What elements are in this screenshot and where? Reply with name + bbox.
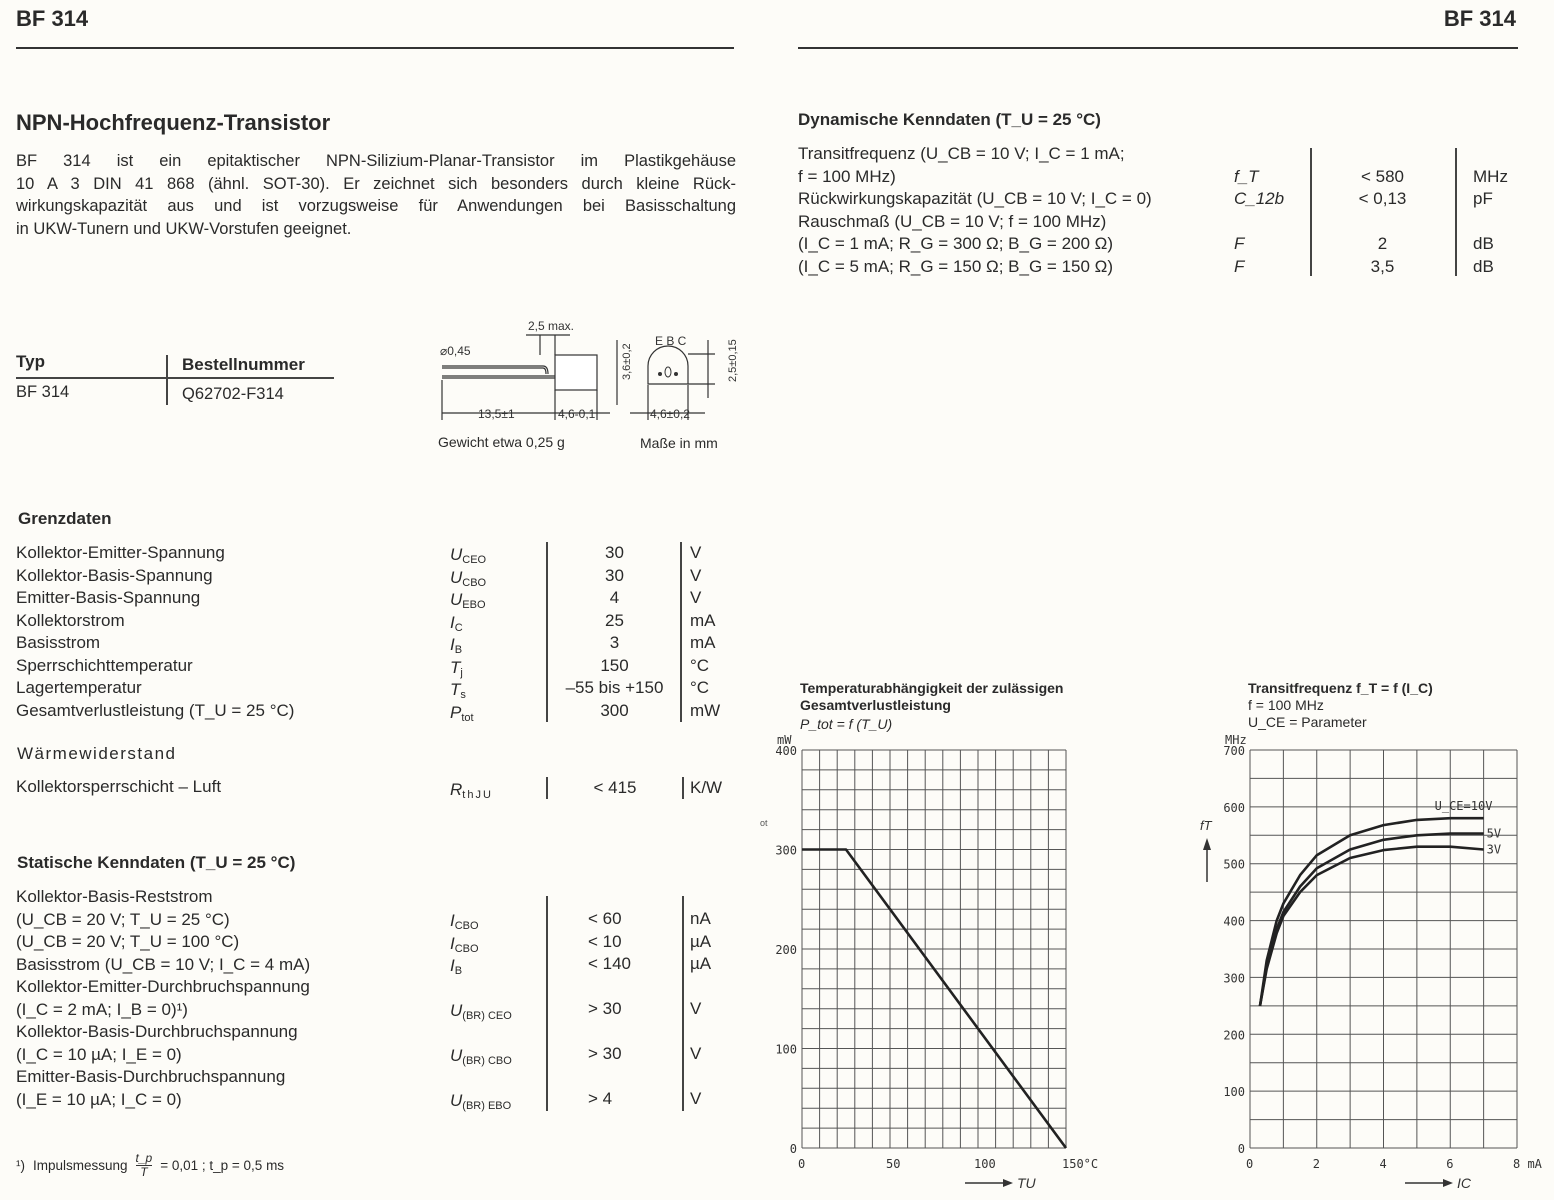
symbol-sub: B — [454, 644, 463, 656]
statisch-symbol — [450, 955, 462, 983]
intro-line: BF 314 ist ein epitaktischer NPN-Silizium-Planar-Transistor im Plastikgehäuse — [16, 152, 736, 170]
order-table-divider — [166, 355, 168, 405]
grenz-unit: °C — [690, 655, 710, 675]
fraction-denominator: T — [140, 1165, 148, 1179]
statisch-label-line: (U_CB = 20 V; T_U = 100 °C) — [16, 932, 240, 951]
dyn-unit: MHz — [1473, 166, 1508, 186]
footnote-text: Impulsmessung — [33, 1158, 128, 1173]
dyn-symbol: F — [1234, 256, 1245, 276]
symbol-sub: CBO — [454, 943, 479, 955]
x-tick-label: 0 — [1246, 1157, 1254, 1171]
y-tick-label: 400 — [775, 744, 797, 758]
grenz-label: Kollektor-Basis-Spannung — [16, 565, 213, 585]
symbol-main: P — [450, 702, 462, 722]
grenz-unit: mW — [690, 700, 721, 720]
waerme-unit: K/W — [690, 778, 723, 797]
order-number-value: Q62702-F314 — [182, 385, 284, 403]
footnote-fraction — [136, 1152, 153, 1179]
symbol-main: I — [450, 911, 455, 930]
statisch-value: < 10 — [588, 932, 622, 951]
symbol-sub: CBO — [462, 576, 487, 589]
header-rule-left — [16, 47, 734, 49]
x-tick-label: 8 mA — [1513, 1157, 1542, 1171]
waerme-divider-1 — [546, 777, 548, 799]
dim-diameter: 4,6±0,2 — [650, 407, 690, 421]
statisch-unit: µA — [690, 932, 712, 951]
statisch-value: < 60 — [588, 909, 622, 928]
dyn-symbol: F — [1234, 234, 1245, 253]
y-tick-label: 300 — [775, 843, 797, 858]
symbol-main: R — [450, 780, 463, 799]
dyn-divider-1 — [1310, 148, 1312, 276]
dim-body-max: 2,5 max. — [528, 319, 575, 333]
symbol-main: I — [450, 612, 455, 632]
stat-divider-2 — [682, 896, 684, 1111]
grenz-unit: mA — [690, 610, 716, 630]
grenz-label: Basisstrom — [16, 633, 101, 652]
symbol-sub: j — [460, 666, 463, 679]
chart1-title: Temperaturabhängigkeit der zulässigen Gesamtverlustleistung — [800, 680, 1064, 713]
symbol-sub: tot — [461, 711, 474, 724]
grenz-unit: mA — [690, 633, 716, 652]
dyn-unit: dB — [1473, 234, 1494, 253]
y-axis-label: fT — [1200, 818, 1212, 833]
dim-height: 3,6±0,2 — [621, 343, 633, 380]
statisch-value: > 4 — [588, 1089, 613, 1108]
chart-transit-frequency — [1195, 722, 1554, 1192]
chart1-subtitle: P_tot = f (T_U) — [800, 716, 893, 732]
dyn-symbol: C_12b — [1234, 189, 1285, 208]
statisch-title-text: Statische Kenndaten (T_U = 25 °C) — [17, 853, 296, 872]
footnote-mark: ¹) — [16, 1158, 25, 1173]
dim-body-width: 4,6-0,1 — [558, 407, 596, 421]
dyn-label: Rückwirkungskapazität (U_CB = 10 V; I_C = 0) — [798, 189, 1152, 208]
symbol-sub: CEO — [462, 554, 487, 566]
statisch-value: > 30 — [588, 999, 622, 1018]
product-title: NPN-Hochfrequenz-Transistor — [16, 110, 331, 135]
dyn-label: Transitfrequenz (U_CB = 10 V; I_C = 1 mA; — [798, 144, 1125, 163]
y-tick-label: 0 — [789, 1142, 797, 1156]
symbol-main: U — [450, 567, 463, 587]
page-header-right: BF 314 — [1443, 6, 1516, 31]
grenz-label: Kollektor-Emitter-Spannung — [16, 543, 225, 562]
symbol-sub: B — [454, 965, 463, 977]
grenz-value: 25 — [605, 610, 624, 630]
y-axis-label: ot — [760, 818, 768, 828]
header-rule-right — [798, 47, 1518, 49]
symbol-main: I — [450, 635, 455, 654]
x-axis-arrowhead — [1003, 1179, 1013, 1187]
fraction-numerator: t_p — [135, 1151, 153, 1165]
statisch-symbol — [450, 1090, 511, 1118]
package-units-note: Maße in mm — [640, 435, 718, 451]
symbol-sub: EBO — [462, 599, 486, 611]
grenz-label: Lagertemperatur — [16, 678, 142, 697]
dyn-unit: dB — [1473, 256, 1494, 276]
waerme-symbol — [450, 779, 493, 807]
statisch-unit: nA — [690, 909, 711, 928]
symbol-main: T — [450, 657, 461, 677]
grid — [802, 750, 1066, 1148]
x-tick-label: 0 — [798, 1157, 806, 1171]
statisch-label-line: (U_CB = 20 V; T_U = 25 °C) — [16, 909, 230, 929]
y-tick-label: 300 — [1223, 971, 1245, 986]
y-axis-arrowhead — [1203, 838, 1211, 850]
order-col-number: Bestellnummer — [182, 355, 305, 374]
statisch-unit: V — [690, 999, 702, 1018]
y-tick-label: 600 — [1223, 800, 1245, 815]
series-label: 5V — [1486, 826, 1502, 841]
dyn-value: < 580 — [1360, 166, 1404, 186]
grenz-divider-2 — [680, 542, 682, 722]
y-tick-label: 400 — [1223, 914, 1245, 929]
dynamisch-title: Dynamische Kenndaten (T_U = 25 °C) — [798, 110, 1101, 129]
grenz-divider-1 — [546, 542, 548, 722]
y-tick-label: 200 — [1223, 1028, 1245, 1043]
symbol-sub: thJU — [462, 789, 493, 801]
y-unit-label: mW — [777, 733, 792, 747]
x-axis-label: TU — [1017, 1175, 1036, 1191]
dyn-label: f = 100 MHz) — [798, 166, 896, 186]
statisch-label-line: (I_E = 10 µA; I_C = 0) — [16, 1089, 182, 1109]
page-header-left: BF 314 — [16, 6, 89, 31]
statisch-unit: µA — [690, 954, 712, 973]
grenz-value: 150 — [600, 655, 629, 675]
dyn-unit: pF — [1473, 189, 1493, 208]
dyn-label: (I_C = 1 mA; R_G = 300 Ω; B_G = 200 Ω) — [798, 234, 1114, 253]
dyn-value: 2 — [1377, 234, 1388, 253]
statisch-label-line: Kollektor-Basis-Reststrom — [16, 887, 213, 906]
series-label: U_CE=10V — [1434, 799, 1493, 814]
grenz-unit: °C — [690, 678, 710, 697]
grenz-unit: V — [690, 543, 702, 562]
symbol-main: I — [450, 956, 455, 975]
grenz-value: 300 — [600, 700, 629, 720]
series-line-Ptot — [802, 850, 1066, 1149]
y-tick-label: 100 — [775, 1042, 797, 1057]
dyn-value: < 0,13 — [1358, 189, 1407, 208]
statisch-label-line: (I_C = 10 µA; I_E = 0) — [16, 1044, 182, 1064]
x-tick-label: 50 — [886, 1157, 901, 1171]
symbol-main: U — [450, 545, 463, 564]
order-col-type: Typ — [16, 352, 45, 371]
symbol-main: U — [450, 590, 463, 609]
x-tick-label: 4 — [1379, 1157, 1387, 1171]
grenz-label: Sperrschichttemperatur — [16, 655, 193, 675]
statisch-label-line: Kollektor-Emitter-Durchbruchspannung — [16, 977, 310, 996]
symbol-main: U — [450, 1001, 463, 1020]
statisch-value: > 30 — [588, 1044, 622, 1063]
dyn-divider-2 — [1455, 148, 1457, 276]
symbol-main: U — [450, 1091, 463, 1110]
order-table-rule — [16, 377, 334, 379]
waerme-divider-2 — [682, 777, 684, 799]
x-tick-label: 100 — [974, 1157, 996, 1171]
symbol-main: I — [450, 934, 455, 953]
x-axis-arrowhead — [1443, 1179, 1453, 1187]
symbol-main: U — [450, 1046, 463, 1065]
y-tick-label: 700 — [1223, 744, 1245, 758]
y-tick-label: 0 — [1237, 1142, 1245, 1156]
symbol-main: T — [450, 680, 461, 699]
grenz-value: 3 — [609, 633, 620, 652]
grenz-value: 30 — [605, 565, 624, 585]
grenz-label: Gesamtverlustleistung (T_U = 25 °C) — [16, 700, 295, 720]
symbol-sub: s — [460, 689, 466, 701]
intro-line: wirkungskapazität aus und ist vorzugsweise für Anwendungen bei Basisschaltung — [16, 197, 736, 215]
y-tick-label: 500 — [1223, 857, 1245, 872]
statisch-symbol — [450, 1000, 512, 1028]
statisch-label-line: (I_C = 2 mA; I_B = 0)¹) — [16, 999, 188, 1019]
order-type-value: BF 314 — [16, 383, 70, 401]
dim-pin-labels: E B C — [655, 334, 687, 348]
grenz-unit: V — [690, 588, 702, 607]
dyn-symbol: f_T — [1234, 166, 1259, 186]
intro-line: 10 A 3 DIN 41 868 (ähnl. SOT-30). Er zeichnet sich besonders durch kleine Rück- — [16, 174, 736, 193]
footnote — [16, 1152, 284, 1179]
dim-pin-height: 2,5±0,15 — [727, 339, 739, 382]
statisch-title — [17, 853, 295, 873]
grenz-symbol — [450, 702, 474, 730]
statisch-value: < 140 — [588, 954, 632, 973]
grenz-unit: V — [690, 565, 702, 585]
chart2-title: Transitfrequenz f_T = f (I_C) — [1248, 680, 1433, 696]
intro-paragraph — [16, 150, 736, 240]
statisch-label-line: Kollektor-Basis-Durchbruchspannung — [16, 1022, 298, 1041]
package-drawing — [430, 310, 740, 435]
y-unit-label: MHz — [1225, 733, 1247, 747]
footnote-rest: = 0,01 ; t_p = 0,5 ms — [160, 1158, 285, 1173]
dyn-value: 3,5 — [1370, 256, 1395, 276]
x-tick-label: 150°C — [1062, 1157, 1099, 1171]
y-tick-label: 100 — [1223, 1085, 1245, 1100]
dim-lead-diameter: ⌀0,45 — [440, 344, 471, 358]
chart2-subtitle-1: f = 100 MHz — [1248, 697, 1324, 713]
series-label: 3V — [1486, 842, 1502, 857]
symbol-sub: (BR) CEO — [462, 1010, 512, 1022]
grenzdaten-title: Grenzdaten — [18, 509, 112, 528]
grenz-value: 30 — [605, 543, 624, 562]
grenz-label: Emitter-Basis-Spannung — [16, 588, 201, 607]
symbol-sub: C — [454, 621, 463, 634]
grenz-label: Kollektorstrom — [16, 610, 125, 630]
statisch-label-line: Emitter-Basis-Durchbruchspannung — [16, 1067, 286, 1086]
dyn-label: (I_C = 5 mA; R_G = 150 Ω; B_G = 150 Ω) — [798, 256, 1114, 276]
symbol-sub: (BR) EBO — [462, 1100, 512, 1112]
dim-lead-length: 13,5±1 — [478, 407, 515, 421]
stat-divider-1 — [546, 896, 548, 1111]
symbol-sub: CBO — [454, 920, 479, 932]
x-axis-label: IC — [1457, 1175, 1471, 1191]
waerme-title: Wärmewiderstand — [17, 744, 177, 763]
waerme-value: < 415 — [593, 778, 637, 797]
intro-line: in UKW-Tunern und UKW-Vorstufen geeignet. — [16, 219, 352, 238]
statisch-unit: V — [690, 1089, 702, 1108]
statisch-label-line: Basisstrom (U_CB = 10 V; I_C = 4 mA) — [16, 954, 311, 974]
symbol-sub: (BR) CBO — [462, 1055, 512, 1067]
y-tick-label: 200 — [775, 943, 797, 957]
chart2-subtitle-2: U_CE = Parameter — [1248, 714, 1367, 730]
grenz-value: 4 — [609, 588, 620, 607]
dyn-label: Rauschmaß (U_CB = 10 V; f = 100 MHz) — [798, 211, 1107, 231]
statisch-symbol — [450, 1045, 512, 1073]
waerme-label: Kollektorsperrschicht – Luft — [16, 777, 222, 796]
chart-power-derating — [760, 722, 1100, 1192]
x-tick-label: 2 — [1312, 1157, 1320, 1171]
x-tick-label: 6 — [1446, 1157, 1454, 1171]
package-weight: Gewicht etwa 0,25 g — [438, 434, 565, 450]
statisch-unit: V — [690, 1044, 702, 1063]
grenz-value: –55 bis +150 — [565, 678, 664, 697]
